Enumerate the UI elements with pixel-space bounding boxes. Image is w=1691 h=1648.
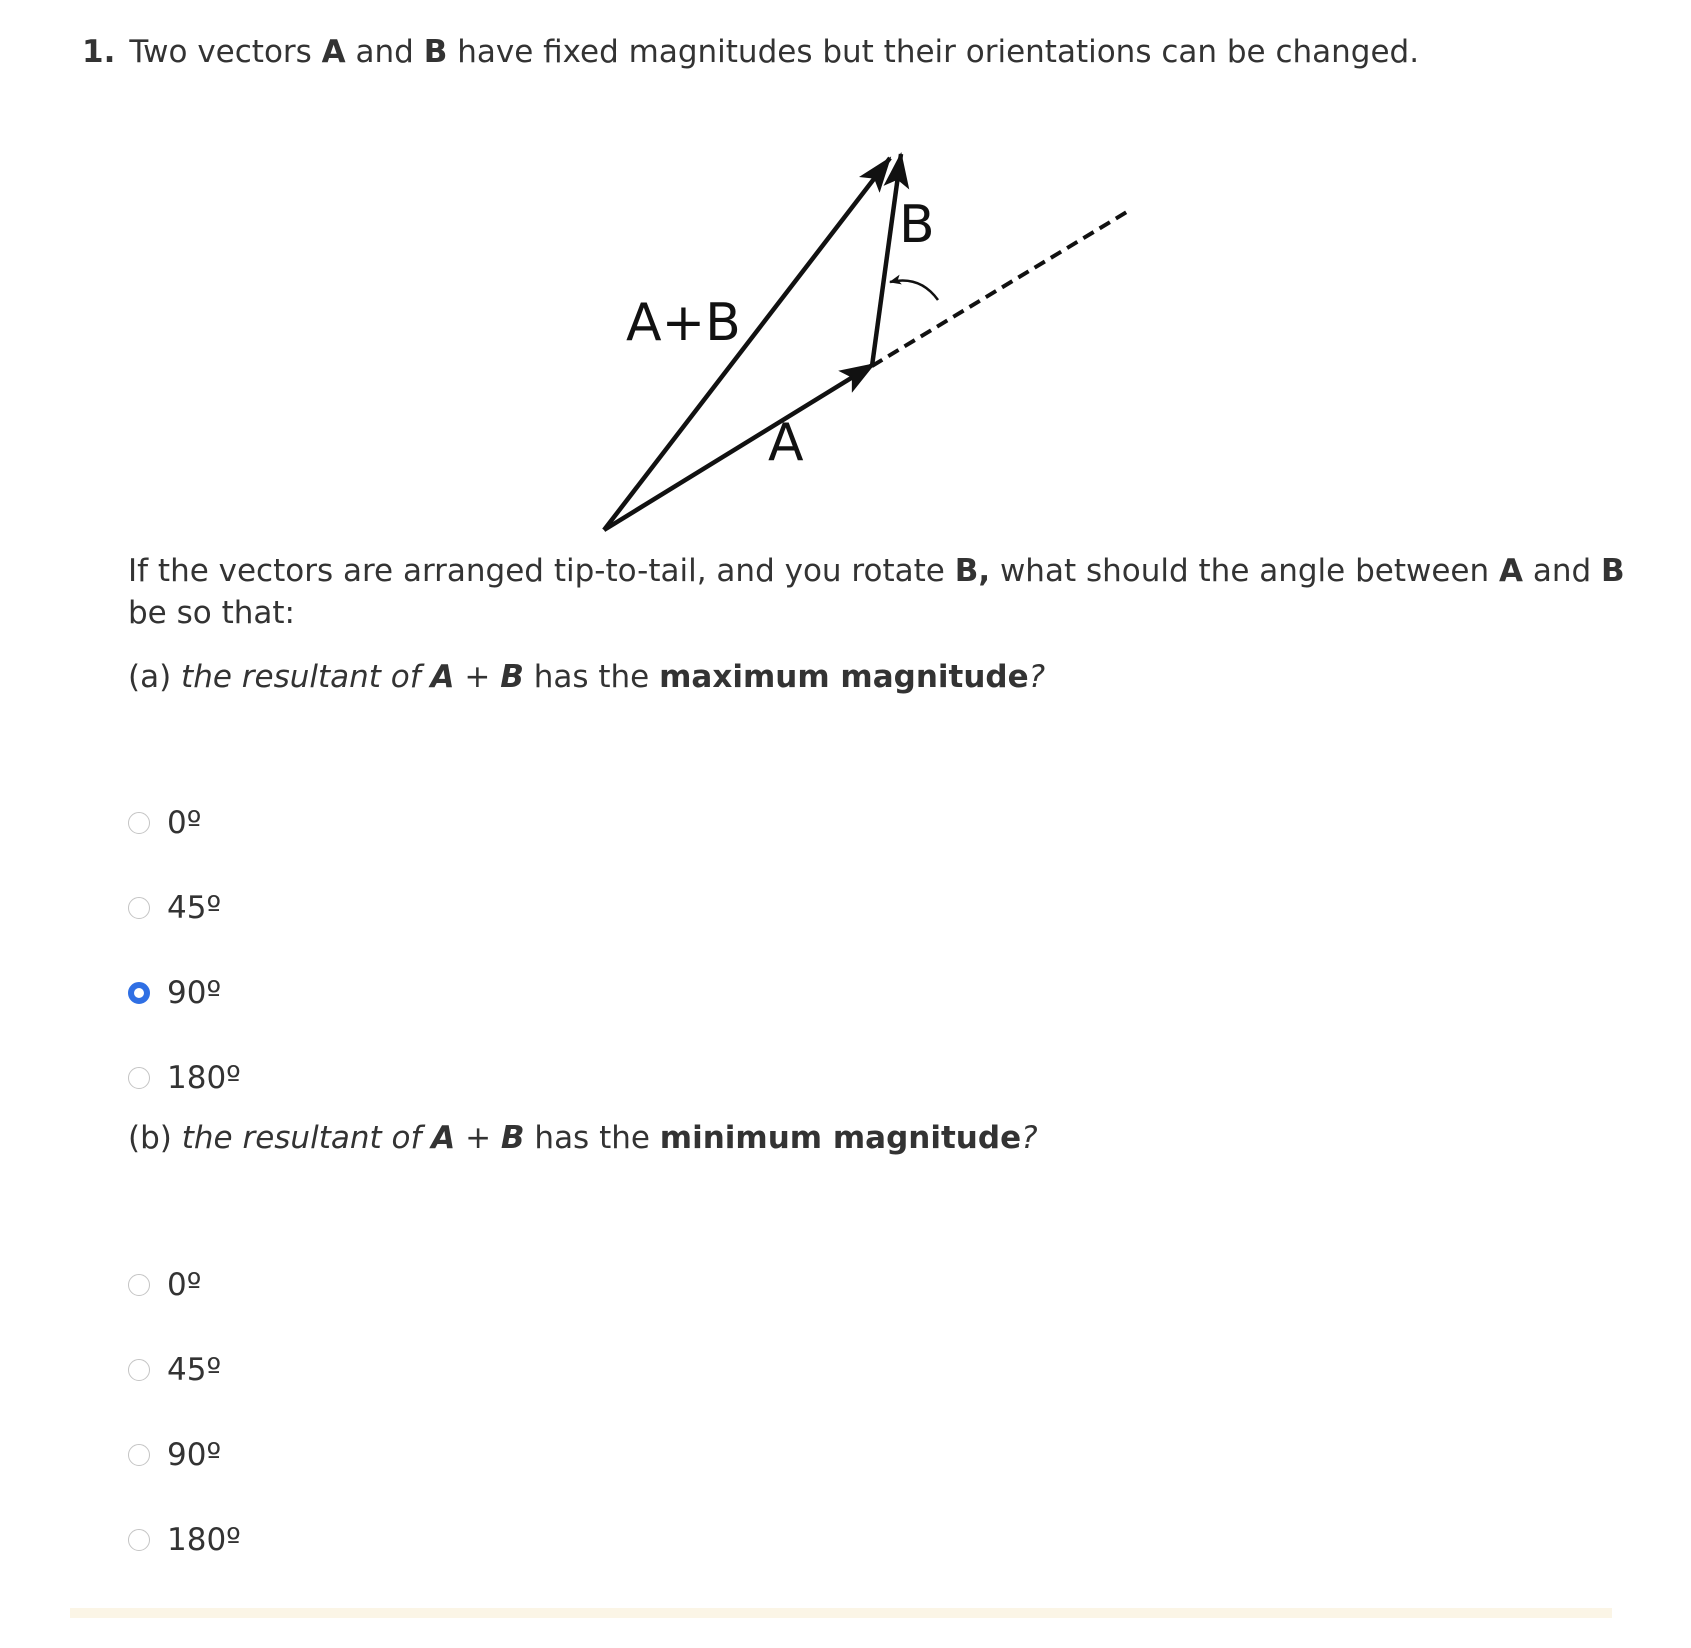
radio-button[interactable] bbox=[128, 1444, 150, 1466]
part-b-vector-b: B bbox=[500, 1120, 525, 1156]
option-label: 180º bbox=[167, 1522, 241, 1558]
option-label: 0º bbox=[167, 1267, 202, 1303]
vector-a bbox=[604, 364, 874, 530]
part-b-option-90[interactable] bbox=[128, 1435, 221, 1475]
prompt-text-2: what should the angle between bbox=[990, 553, 1500, 589]
option-label: 45º bbox=[167, 1352, 222, 1388]
part-b-middle: has the bbox=[524, 1120, 660, 1156]
option-label: 90º bbox=[167, 975, 222, 1011]
label-resultant: A+B bbox=[626, 293, 741, 353]
part-b-end: ? bbox=[1021, 1120, 1038, 1156]
part-a-option-180[interactable] bbox=[128, 1058, 241, 1098]
question-text-3: have fixed magnitudes but their orientations can be changed. bbox=[447, 34, 1420, 70]
label-a: A bbox=[768, 413, 804, 473]
part-b-bold: minimum magnitude bbox=[659, 1120, 1022, 1156]
prompt-vector-b: B, bbox=[954, 553, 991, 589]
option-label: 180º bbox=[167, 1060, 241, 1096]
vector-b-label: B bbox=[423, 34, 448, 70]
radio-button[interactable] bbox=[128, 1529, 150, 1551]
part-a-question bbox=[128, 656, 1045, 698]
question-number: 1. bbox=[82, 34, 116, 70]
part-a-end: ? bbox=[1028, 659, 1046, 695]
radio-button[interactable] bbox=[128, 1359, 150, 1381]
part-b-option-45[interactable] bbox=[128, 1350, 221, 1390]
radio-button-selected[interactable] bbox=[128, 982, 150, 1004]
prompt-text-4: be so that: bbox=[128, 595, 295, 631]
prompt-text-1: If the vectors are arranged tip-to-tail, and you rotate bbox=[128, 553, 955, 589]
part-a-vector-b: B bbox=[500, 659, 524, 695]
option-label: 0º bbox=[167, 805, 202, 841]
part-a-option-45[interactable] bbox=[128, 888, 221, 928]
part-b-prefix: (b) bbox=[128, 1120, 182, 1156]
vector-diagram bbox=[560, 130, 1180, 550]
question-text-1: Two vectors bbox=[129, 34, 322, 70]
footer-divider bbox=[70, 1608, 1612, 1618]
radio-button[interactable] bbox=[128, 1067, 150, 1089]
vector-b bbox=[872, 154, 901, 366]
question-title bbox=[82, 30, 1419, 74]
part-a-option-0[interactable] bbox=[128, 803, 201, 843]
part-a-plus: + bbox=[454, 659, 501, 695]
part-b-option-180[interactable] bbox=[128, 1520, 241, 1560]
part-a-middle: has the bbox=[523, 659, 660, 695]
radio-button[interactable] bbox=[128, 812, 150, 834]
question-text-2: and bbox=[345, 34, 424, 70]
prompt-text-3: and bbox=[1523, 553, 1602, 589]
part-a-bold: maximum magnitude bbox=[659, 659, 1029, 695]
label-b: B bbox=[899, 195, 935, 255]
option-label: 90º bbox=[167, 1437, 222, 1473]
radio-button[interactable] bbox=[128, 897, 150, 919]
part-b-option-0[interactable] bbox=[128, 1265, 201, 1305]
part-a-vector-a: A bbox=[430, 659, 455, 695]
part-b-italic: the resultant of bbox=[181, 1120, 432, 1156]
part-b-vector-a: A bbox=[431, 1120, 456, 1156]
option-label: 45º bbox=[167, 890, 222, 926]
part-a-italic: the resultant of bbox=[181, 659, 431, 695]
radio-button[interactable] bbox=[128, 1274, 150, 1296]
angle-arc bbox=[890, 280, 938, 300]
prompt-vector-a: A bbox=[1499, 553, 1524, 589]
prompt-vector-b-2: B bbox=[1601, 553, 1625, 589]
part-b-plus: + bbox=[455, 1120, 501, 1156]
question-prompt bbox=[128, 550, 1628, 634]
vector-a-label: A bbox=[321, 34, 346, 70]
part-a-prefix: (a) bbox=[128, 659, 182, 695]
part-a-option-90[interactable] bbox=[128, 973, 221, 1013]
part-b-question bbox=[128, 1117, 1038, 1159]
